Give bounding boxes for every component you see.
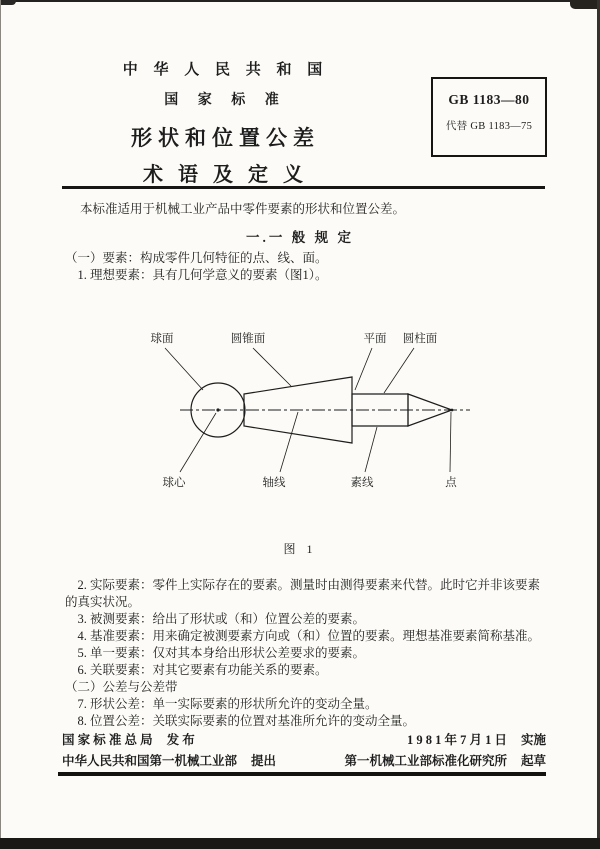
paragraph-ideal-element: 1. 理想要素：具有几何学意义的要素（图1）。 — [77, 268, 328, 282]
intro-paragraph: 本标准适用于机械工业产品中零件要素的形状和位置公差。 — [80, 202, 406, 216]
header-country: 中 华 人 民 共 和 国 — [122, 62, 329, 78]
paragraph-single-element: 5. 单一要素：仅对其本身给出形状公差要求的要素。 — [77, 646, 366, 660]
footer-drafter — [344, 751, 546, 772]
footer-implementation-date — [407, 730, 546, 751]
footer-issuer-name: 国 家 标 准 总 局 — [62, 733, 153, 747]
definitions-list — [65, 577, 548, 730]
label-point: 点 — [445, 477, 457, 489]
label-sphere-center: 球心 — [162, 477, 186, 489]
document-footer — [62, 730, 546, 772]
footer-proposer — [62, 751, 276, 772]
standard-number-box — [431, 77, 547, 157]
section-heading: 一.一 般 规 定 — [246, 230, 354, 245]
scan-edge-top — [0, 0, 600, 2]
footer-divider-rule — [58, 772, 546, 776]
footer-date-action: 实施 — [520, 733, 546, 747]
figure-caption: 图 1 — [283, 542, 317, 556]
scan-blob-top-right — [570, 0, 600, 9]
footer-date: 1 9 8 1 年 7 月 1 日 — [406, 733, 507, 747]
label-generatrix: 素线 — [350, 477, 374, 489]
scan-edge-left — [0, 0, 1, 849]
standard-replaces: 代替 GB 1183—75 — [445, 121, 533, 132]
paragraph-measured-element: 3. 被测要素：给出了形状或（和）位置公差的要素。 — [77, 612, 366, 626]
scan-blob-top-left — [0, 0, 16, 5]
document-header — [58, 58, 393, 187]
footer-proposer-action: 提出 — [251, 754, 277, 768]
label-sphere-surface: 球面 — [150, 333, 174, 345]
sphere-center-dot — [216, 408, 219, 411]
subsection-tolerance-zones: （二）公差与公差带 — [65, 680, 178, 694]
standard-code: GB 1183—80 — [448, 92, 530, 107]
footer-proposer-name: 中华人民共和国第一机械工业部 — [62, 754, 238, 768]
paragraph-form-tolerance: 7. 形状公差：单一实际要素的形状所允许的变动全量。 — [77, 697, 378, 711]
scan-edge-bottom — [0, 838, 600, 849]
footer-drafter-name: 第一机械工业部标准化研究所 — [344, 754, 507, 768]
paragraph-datum-element: 4. 基准要素：用来确定被测要素方向或（和）位置的要素。理想基准要素简称基准。 — [77, 629, 541, 643]
footer-issuer-action: 发 布 — [166, 733, 195, 747]
figure-1-drawing — [62, 300, 542, 550]
label-cylinder-surface: 圆柱面 — [402, 333, 438, 345]
label-cone-surface: 圆锥面 — [230, 333, 266, 345]
header-divider-rule — [62, 186, 545, 189]
paragraph-related-element: 6. 关联要素：对其它要素有功能关系的要素。 — [77, 663, 328, 677]
document-title-line2: 术 语 及 定 义 — [143, 164, 308, 186]
paragraph-element-definition: （一）要素：构成零件几何特征的点、线、面。 — [65, 251, 328, 265]
label-axis: 轴线 — [262, 477, 286, 489]
label-plane: 平面 — [363, 333, 387, 345]
tip-point-dot — [451, 409, 454, 412]
paragraph-position-tolerance: 8. 位置公差：关联实际要素的位置对基准所允许的变动全量。 — [77, 714, 416, 728]
footer-row-2 — [62, 751, 546, 772]
footer-row-1 — [62, 730, 546, 751]
footer-issuer — [62, 730, 195, 751]
paragraph-actual-element: 2. 实际要素：零件上实际存在的要素。测量时由测得要素来代替。此时它并非该要素的真实状况。 — [65, 578, 541, 609]
document-title-line1: 形状和位置公差 — [131, 126, 320, 150]
header-doc-type: 国 家 标 准 — [164, 93, 287, 108]
footer-drafter-action: 起草 — [520, 754, 546, 768]
